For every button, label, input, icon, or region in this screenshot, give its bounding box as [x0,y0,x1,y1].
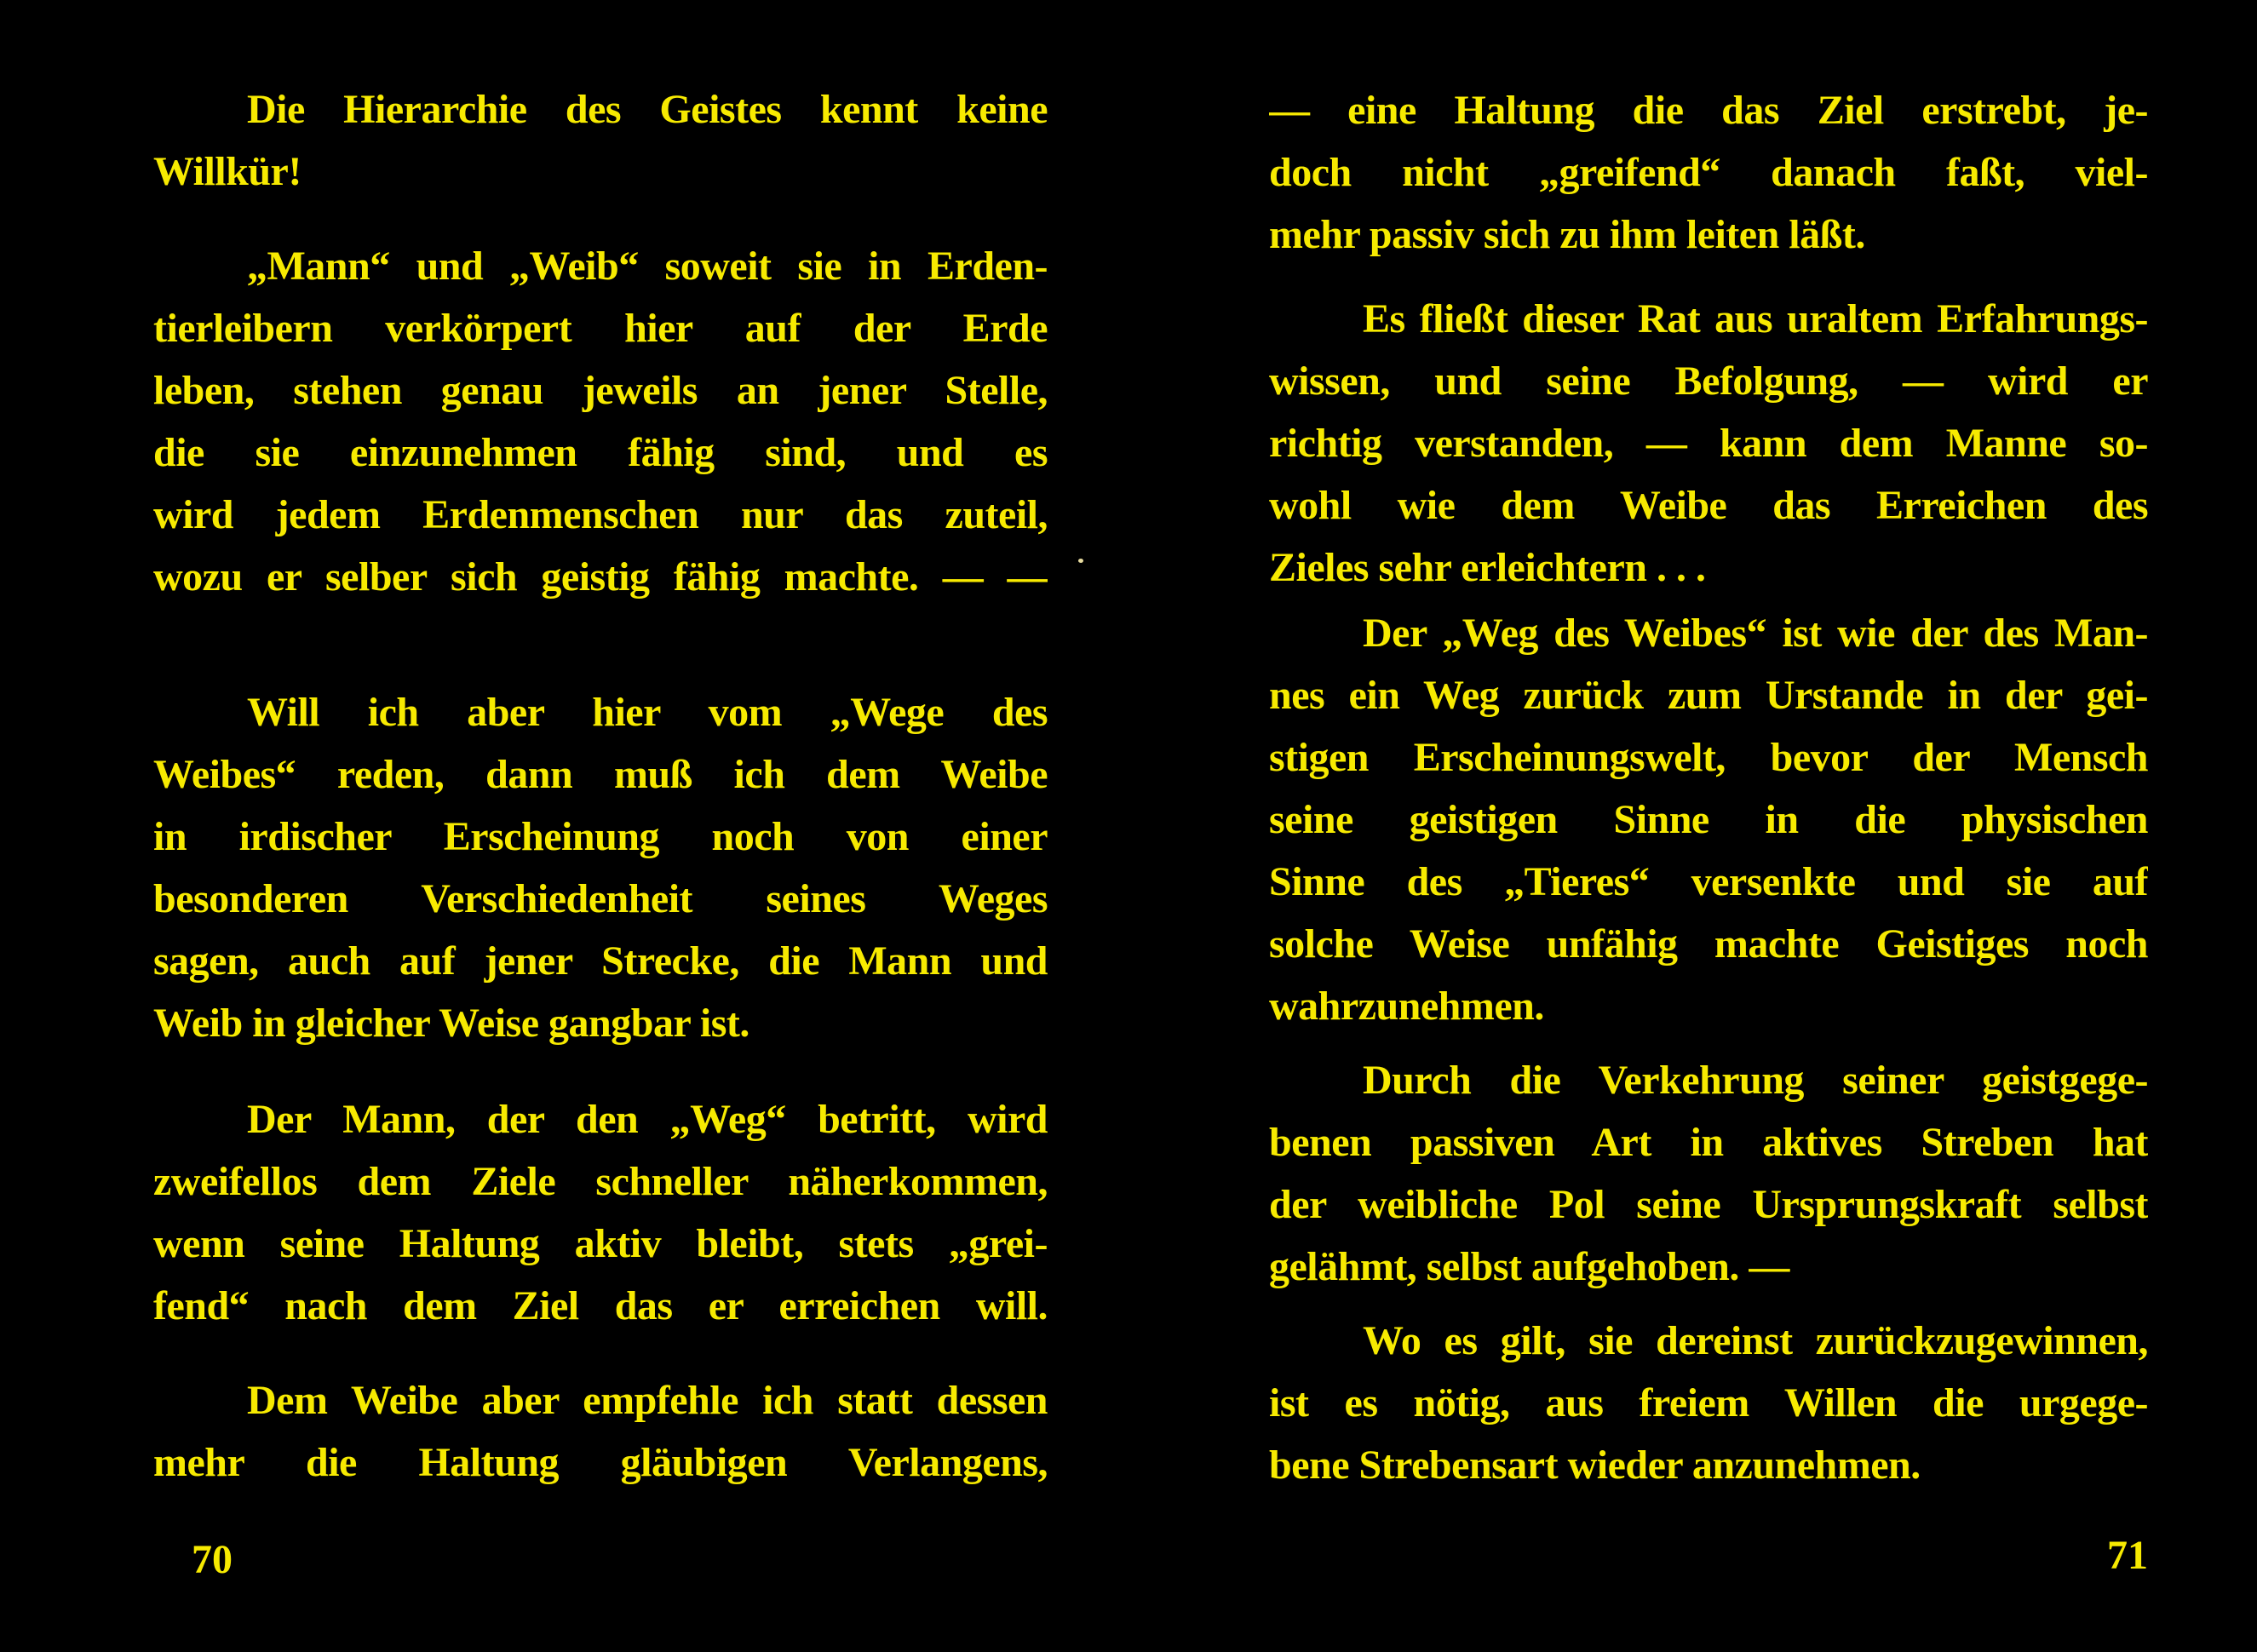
paragraph [1269,288,2148,599]
page-number-right: 71 [2107,1533,2148,1578]
text-line: wohl wie dem Weibe das Erreichen des [1269,483,2148,528]
text-line: besonderen Verschiedenheit seines Weges [153,876,1048,921]
left-page-text [153,78,1048,1494]
text-line: Es fließt dieser Rat aus uraltem Erfahrungs- [1363,296,2148,341]
text-line: benen passiven Art in aktives Streben hat [1269,1120,2148,1165]
text-line: Weib in gleicher Weise gangbar ist. [153,1001,749,1046]
text-line: Der „Weg des Weibes“ ist wie der des Man- [1363,611,2148,656]
text-line: Weibes“ reden, dann muß ich dem Weibe [153,752,1048,797]
right-page-text [1269,79,2148,1496]
paragraph [1269,79,2148,266]
text-line: wozu er selber sich geistig fähig machte. — — [153,554,1048,599]
paragraph [1269,1049,2148,1298]
paragraph [153,78,1048,203]
paragraph [153,1088,1048,1337]
text-line: sagen, auch auf jener Strecke, die Mann und [153,938,1048,984]
text-line: fend“ nach dem Ziel das er erreichen will. [153,1283,1048,1328]
text-line: Zieles sehr erleichtern . . . [1269,545,1706,590]
text-line: mehr die Haltung gläubigen Verlangens, [153,1440,1048,1485]
text-line: in irdischer Erscheinung noch von einer [153,814,1048,859]
ink-speck [1078,559,1083,563]
text-line: Die Hierarchie des Geistes kennt keine [247,87,1048,132]
text-line: gelähmt, selbst aufgehoben. — [1269,1244,1789,1289]
text-line: — eine Haltung die das Ziel erstrebt, je- [1269,88,2148,133]
text-line: der weibliche Pol seine Ursprungskraft selbst [1269,1182,2148,1227]
text-line: doch nicht „greifend“ danach faßt, viel- [1269,150,2148,195]
paragraph [1269,602,2148,1037]
paragraph [153,235,1048,608]
text-line: stigen Erscheinungswelt, bevor der Mensch [1269,735,2148,780]
page-number-left: 70 [192,1537,233,1582]
text-line: wissen, und seine Befolgung, — wird er [1269,359,2148,404]
text-line: solche Weise unfähig machte Geistiges noch [1269,921,2148,967]
text-line: Der Mann, der den „Weg“ betritt, wird [247,1097,1048,1142]
text-line: Durch die Verkehrung seiner geistgege- [1363,1058,2148,1103]
paragraph [153,1369,1048,1494]
text-line: wird jedem Erdenmenschen nur das zuteil, [153,492,1048,537]
text-line: Will ich aber hier vom „Wege des [247,690,1048,735]
text-line: mehr passiv sich zu ihm leiten läßt. [1269,212,1865,257]
text-line: zweifellos dem Ziele schneller näherkommen, [153,1159,1048,1204]
text-line: Sinne des „Tieres“ versenkte und sie auf [1269,859,2148,904]
text-line: ist es nötig, aus freiem Willen die urgege- [1269,1380,2148,1425]
text-line: wahrzunehmen. [1269,984,1544,1029]
text-line: richtig verstanden, — kann dem Manne so- [1269,421,2148,466]
text-line: leben, stehen genau jeweils an jener Stelle, [153,368,1048,413]
text-line: „Mann“ und „Weib“ soweit sie in Erden- [247,244,1048,289]
text-line: bene Strebensart wieder anzunehmen. [1269,1443,1921,1488]
text-line: Dem Weibe aber empfehle ich statt dessen [247,1378,1048,1423]
text-line: Wo es gilt, sie dereinst zurückzugewinnen, [1363,1318,2148,1363]
paragraph [153,681,1048,1054]
text-line: nes ein Weg zurück zum Urstande in der gei- [1269,673,2148,718]
text-line: Willkür! [153,149,302,194]
paragraph [1269,1310,2148,1496]
text-line: seine geistigen Sinne in die physischen [1269,797,2148,842]
text-line: wenn seine Haltung aktiv bleibt, stets „grei- [153,1221,1048,1266]
text-line: die sie einzunehmen fähig sind, und es [153,430,1048,475]
text-line: tierleibern verkörpert hier auf der Erde [153,306,1048,351]
